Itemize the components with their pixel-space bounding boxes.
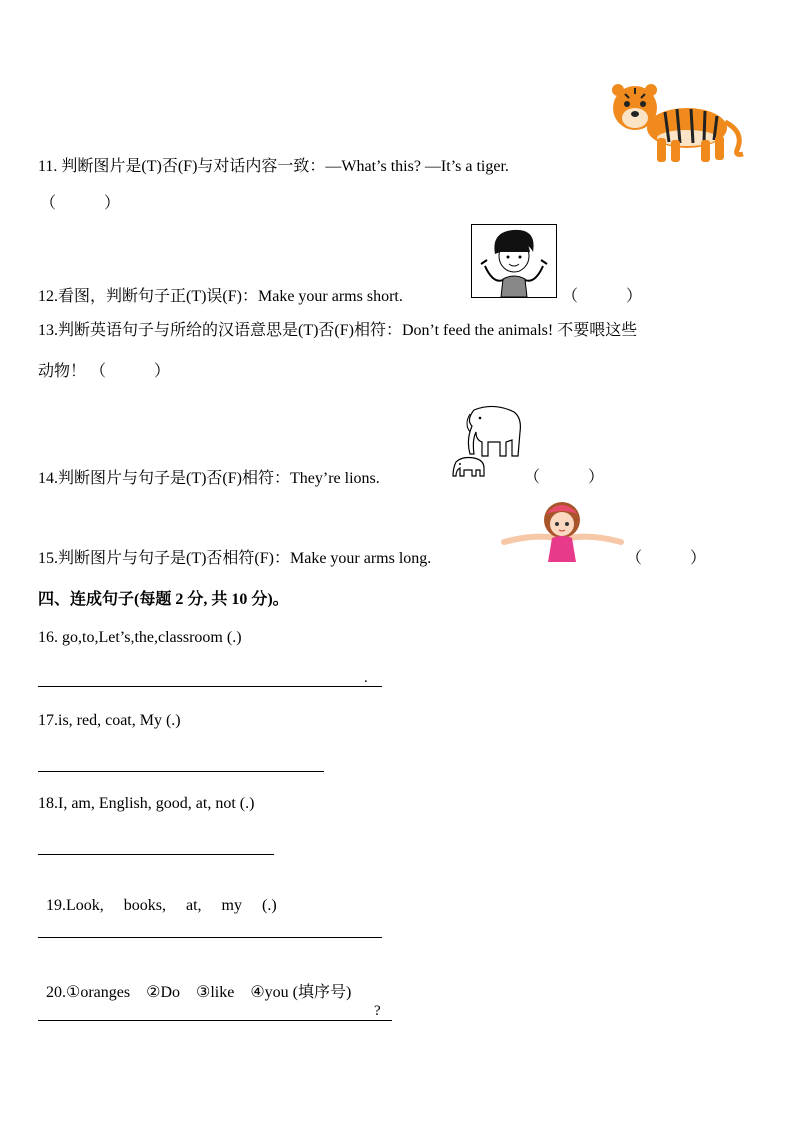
- answer-line-18[interactable]: [38, 854, 274, 855]
- question-17: 17.is, red, coat, My (.): [38, 712, 181, 729]
- answer-paren-13[interactable]: （ ）: [90, 363, 171, 380]
- answer-20-end: ?: [374, 1003, 381, 1019]
- question-18: 18.I, am, English, good, at, not (.): [38, 795, 255, 812]
- answer-paren-14[interactable]: （ ）: [524, 469, 605, 486]
- answer-16-end: .: [364, 670, 368, 686]
- answer-line-16[interactable]: [38, 686, 382, 687]
- girl-arms-out-image: [500, 500, 625, 562]
- question-11-text: 11. 判断图片是(T)否(F)与对话内容一致：—What’s this? —It’s a tiger.: [38, 158, 509, 175]
- elephants-image: [444, 400, 524, 480]
- answer-paren-15[interactable]: （ ）: [626, 550, 707, 567]
- section-4-title: 四、连成句子(每题 2 分, 共 10 分)。: [38, 591, 289, 608]
- question-14: [38, 465, 380, 488]
- answer-paren-11[interactable]: （ ）: [40, 195, 121, 212]
- answer-paren-12[interactable]: （ ）: [562, 288, 643, 305]
- answer-line-19[interactable]: [38, 937, 382, 938]
- question-12-text: 12.看图，判断句子正(T)误(F)：Make your arms short.: [38, 288, 403, 305]
- boy-shrugging-image: [471, 224, 557, 298]
- question-14-text: 14.判断图片与句子是(T)否(F)相符：They’re lions.: [38, 470, 380, 487]
- tiger-image: [605, 80, 745, 166]
- question-16: 16. go,to,Let’s,the,classroom (.): [38, 629, 242, 646]
- question-12: [38, 283, 403, 306]
- question-15-text: 15.判断图片与句子是(T)否相符(F)：Make your arms long.: [38, 550, 432, 567]
- question-20: 20.①oranges ②Do ③like ④you (填序号): [46, 984, 352, 1001]
- question-13-text: 13.判断英语句子与所给的汉语意思是(T)否(F)相符：Don’t feed the animals! 不要喂这些: [38, 322, 638, 339]
- answer-line-20[interactable]: [38, 1020, 392, 1021]
- question-15: [38, 545, 431, 568]
- question-11: [38, 153, 509, 176]
- question-13: [38, 317, 637, 340]
- question-19: 19.Look, books, at, my (.): [46, 897, 277, 914]
- answer-line-17[interactable]: [38, 771, 324, 772]
- question-13-line2: 动物！ （ ）: [38, 363, 171, 380]
